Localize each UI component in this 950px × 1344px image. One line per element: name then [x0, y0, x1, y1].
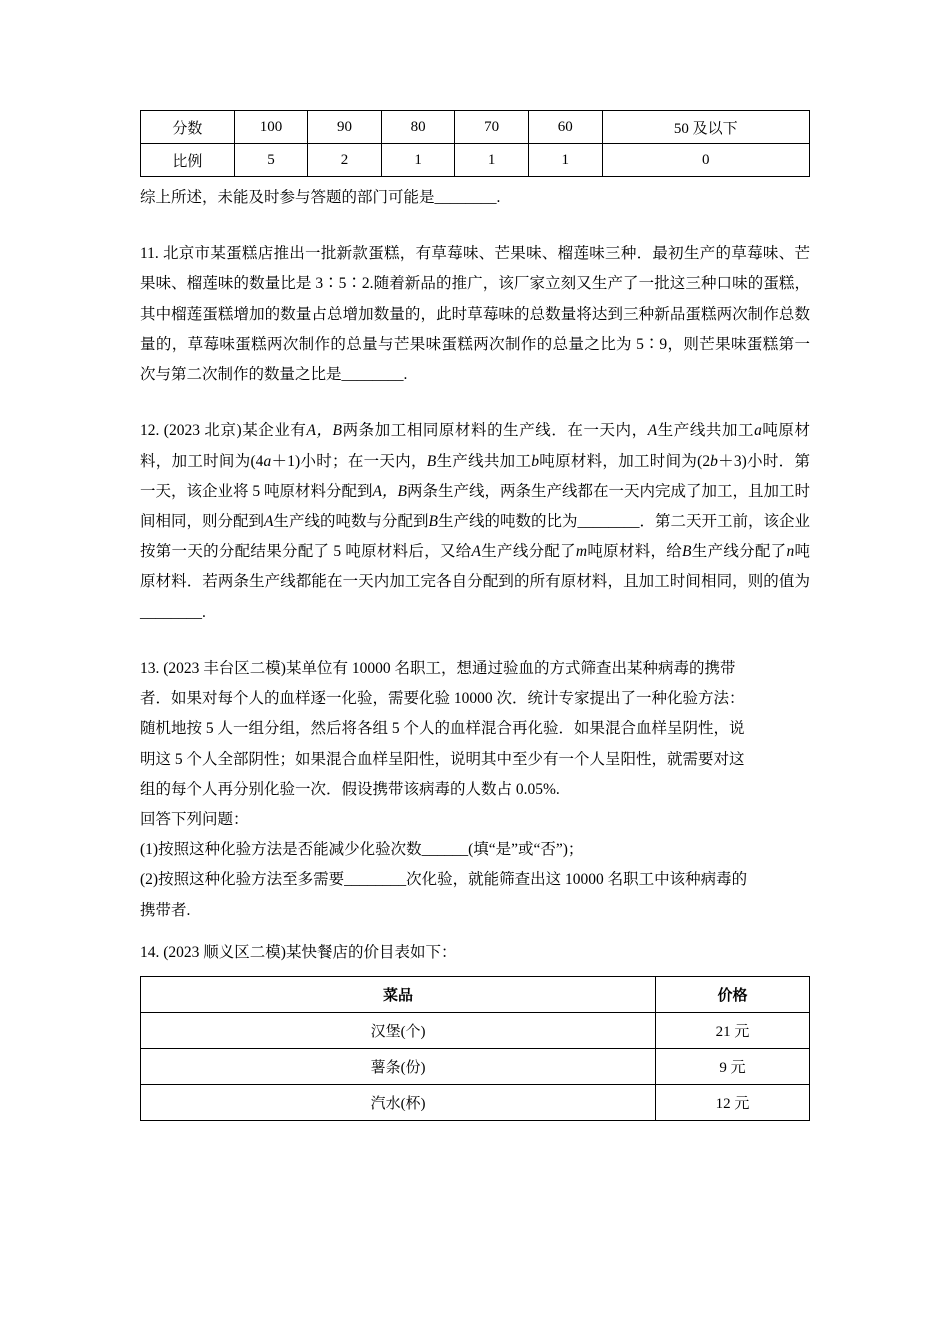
q12-seg: 吨原材料，给	[587, 543, 683, 561]
q12-var: m	[575, 543, 588, 561]
score-table-wrapper	[140, 110, 810, 177]
menu-price-table	[140, 976, 810, 1121]
q12-seg: 吨原材料．若两条生产线都能在一天内	[140, 543, 810, 591]
table-cell: 70	[455, 111, 529, 144]
question-12	[140, 416, 810, 628]
question-12-text	[140, 416, 810, 628]
q12-seg: ＋3)小时．第一天，该企业将 5 吨原材料分配到	[140, 452, 810, 500]
q12-var: A，B	[306, 422, 343, 440]
question-13-sub-1: (1)按照这种化验方法是否能减少化验次数______(填“是”或“否”)；	[140, 841, 584, 859]
row-label: 比例	[141, 144, 235, 177]
q12-seg: 吨原材料，加工时间	[539, 452, 682, 470]
q12-seg: 的比为________．第二天开工前，该企业按第一天的分配结果分配了 5 吨原材料后，又给	[140, 512, 810, 561]
table-cell: 50 及以下	[602, 111, 809, 144]
question-13-line-4: 明这 5 个人全部阴性；如果混合血样呈阳性，说明其中至少有一个人呈阳性，就需要对这	[140, 750, 745, 768]
q12-seg: 吨原材料，加工时间为(4	[140, 422, 810, 470]
column-header-price: 价格	[656, 977, 810, 1013]
question-11-text: 11. 北京市某蛋糕店推出一批新款蛋糕，有草莓味、芒果味、榴莲味三种．最初生产的草莓味、芒果味、榴莲味的数量比是 3∶5∶2.随着新品的推广，该厂家立刻又生产了一批这三种口味的蛋糕，其中榴莲蛋糕增加的数量占总增加数量的，此时草莓味的总数量将达到三种新品蛋糕两次制作总数量的，草莓味蛋糕两次制作的总量与芒果味蛋糕两次制作的总量之比为 5∶9，则芒果味蛋糕第一次与第二次制作的数量之比是________.	[140, 245, 810, 384]
table-cell-price: 12 元	[656, 1085, 810, 1121]
question-13-prompt: 回答下列问题：	[140, 810, 249, 828]
table-row	[141, 1049, 810, 1085]
table-cell-price: 21 元	[656, 1013, 810, 1049]
table-cell-dish: 汉堡(个)	[141, 1013, 656, 1049]
q12-seg: 两条加工相同原材料的生产线．在一天内，	[342, 422, 648, 440]
table-cell: 2	[308, 144, 382, 177]
question-14	[140, 938, 810, 1121]
q12-seg: 加工完各自分配到的所有原材料，且加工时间相同，则的值为________.	[140, 573, 810, 621]
question-13-line-5: 组的每个人再分别化验一次．假设携带该病毒的人数占 0.05%.	[140, 780, 560, 798]
q12-var: A	[647, 422, 658, 440]
table-cell: 100	[234, 111, 308, 144]
conclusion-line: 综上所述，未能及时参与答题的部门可能是________.	[140, 189, 501, 206]
table-cell: 1	[455, 144, 529, 177]
table-row	[141, 144, 810, 177]
question-13-sub-2-cont: 携带者.	[140, 901, 191, 919]
q12-var: n	[786, 543, 795, 561]
q12-seg: 12. (2023 北京)某企业有	[140, 422, 307, 440]
question-13-line-3: 随机地按 5 人一组分组，然后将各组 5 个人的血样混合再化验．如果混合血样呈阴性，说	[140, 720, 745, 738]
table-row	[141, 111, 810, 144]
table-cell: 90	[308, 111, 382, 144]
table-row	[141, 1013, 810, 1049]
q12-seg: 生产线共加工	[436, 452, 532, 470]
q12-var: a	[263, 452, 272, 470]
q12-var: A	[264, 512, 274, 530]
question-13	[140, 654, 810, 926]
q12-seg: 一天内完成了加工，且加工时间相同，则分配到	[140, 482, 810, 530]
table-cell: 0	[602, 144, 809, 177]
q12-var: A	[471, 543, 481, 561]
q12-seg: 为(2	[681, 452, 711, 470]
q12-var: A，B	[372, 482, 407, 500]
q12-var: a	[754, 422, 762, 440]
q12-seg: 生产线分配了	[481, 543, 576, 561]
q12-var: B	[428, 512, 438, 530]
q12-seg: ＋1)小时；在一天内，	[271, 452, 427, 470]
score-table	[140, 110, 810, 177]
table-cell: 80	[381, 111, 455, 144]
table-cell-price: 9 元	[656, 1049, 810, 1085]
row-label: 分数	[141, 111, 235, 144]
table-cell-dish: 汽水(杯)	[141, 1085, 656, 1121]
table-cell: 60	[528, 111, 602, 144]
q12-var: B	[682, 543, 692, 561]
question-13-line-2: 者．如果对每个人的血样逐一化验，需要化验 10000 次．统计专家提出了一种化验方法：	[140, 690, 745, 708]
column-header-dish: 菜品	[141, 977, 656, 1013]
table-cell: 1	[528, 144, 602, 177]
q12-seg: 生产线分配了	[691, 543, 787, 561]
table-row	[141, 1085, 810, 1121]
q12-seg: 生产线的吨数与分配到	[273, 512, 429, 530]
question-13-line-1: 13. (2023 丰台区二模)某单位有 10000 名职工，想通过验血的方式筛查出某种病毒的携带	[140, 659, 736, 677]
q12-var: b	[531, 452, 539, 470]
table-header-row	[141, 977, 810, 1013]
q12-seg: 生产线的吨数	[437, 512, 531, 530]
q12-seg: 生产线共加工	[657, 422, 755, 440]
question-11	[140, 239, 810, 390]
q12-var: B	[426, 452, 437, 470]
question-14-title: 14. (2023 顺义区二模)某快餐店的价目表如下：	[140, 943, 457, 961]
q12-var: b	[710, 452, 718, 470]
table-cell: 1	[381, 144, 455, 177]
table-cell: 5	[234, 144, 308, 177]
question-13-sub-2: (2)按照这种化验方法至多需要________次化验，就能筛查出这 10000 名职工中该种病毒的	[140, 871, 748, 889]
table-cell-dish: 薯条(份)	[141, 1049, 656, 1085]
q12-seg: 两条生产线，两条生产线都在	[406, 482, 609, 500]
